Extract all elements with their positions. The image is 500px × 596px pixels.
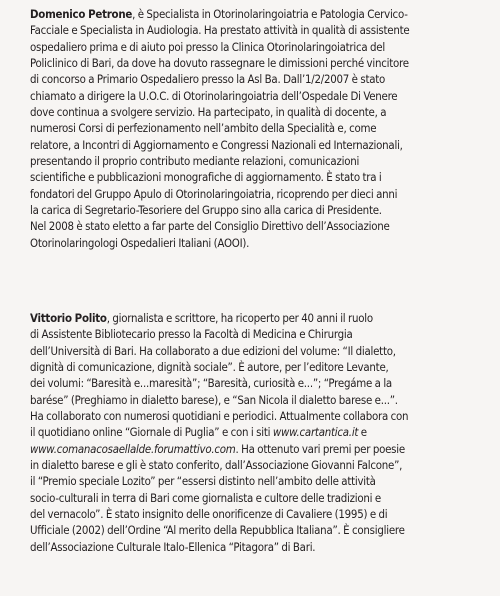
body-text: Facciale e Specialista in Audiologia. Ha prestato attività in qualità di assistente bbox=[30, 23, 410, 38]
body-text: in dialetto barese e gli è stato conferito, dall’Associazione Giovanni Falcone”, bbox=[30, 458, 403, 473]
body-text: ospedaliero prima e di aiuto poi presso la Clinica Otorinolaringoiatrica del bbox=[30, 39, 385, 54]
body-text: di Assistente Bibliotecario presso la Facoltà di Medicina e Chirurgia bbox=[30, 327, 353, 342]
text-line bbox=[30, 6, 492, 22]
text-line bbox=[30, 473, 492, 489]
body-text: dei volumi: “Baresità e...maresità”; “Baresità, curiosità e...”; “Pregáme a la bbox=[30, 376, 392, 391]
body-text: dignità di comunicazione, dignità sociale”. È autore, per l’editore Levante, bbox=[30, 360, 389, 375]
website-text: www.comanacosaellalde.forumattivo.com bbox=[30, 441, 236, 456]
text-line bbox=[30, 359, 492, 375]
text-line bbox=[30, 120, 492, 136]
body-text: scientifiche e pubblicazioni monografiche di aggiornamento. È stato tra i bbox=[30, 170, 382, 185]
text-line bbox=[30, 441, 492, 457]
text-line bbox=[30, 153, 492, 169]
text-line bbox=[30, 457, 492, 473]
body-text: fondatori del Gruppo Apulo di Otorinolaringoiatria, ricoprendo per dieci anni bbox=[30, 186, 398, 201]
body-text: Policlinico di Bari, da dove ha dovuto rassegnare le dimissioni perché vincitore bbox=[30, 56, 409, 71]
text-line bbox=[30, 55, 492, 71]
body-text: numerosi Corsi di perfezionamento nell’ambito della Specialità e, come bbox=[30, 121, 377, 136]
text-line bbox=[30, 539, 492, 555]
body-text: e bbox=[358, 425, 367, 440]
text-line bbox=[30, 169, 492, 185]
text-line bbox=[30, 375, 492, 391]
body-text: dell’Associazione Culturale Italo-Ellenica “Pitagora” di Bari. bbox=[30, 539, 316, 554]
body-text: chiamato a dirigere la U.O.C. di Otorinolaringoiatria dell’Ospedale Di Venere bbox=[30, 88, 398, 103]
text-line bbox=[30, 137, 492, 153]
text-line bbox=[30, 202, 492, 218]
body-text: , giornalista e scrittore, ha ricoperto per 40 anni il ruolo bbox=[106, 311, 373, 325]
body-text: Ha collaborato con numerosi quotidiani e periodici. Attualmente collabora con bbox=[30, 409, 409, 424]
person-name: Vittorio Polito bbox=[30, 311, 107, 325]
body-text: dove continua a svolgere servizio. Ha partecipato, in qualità di docente, a bbox=[30, 105, 387, 120]
body-text: il “Premio speciale Lozito” per “essersi distinto nell’ambito delle attività bbox=[30, 474, 376, 489]
text-line bbox=[30, 88, 492, 104]
body-text: relatore, a Incontri di Aggiornamento e Congressi Nazionali ed Internazionali, bbox=[30, 137, 403, 152]
body-text: il quotidiano online “Giornale di Puglia” e con i siti bbox=[30, 425, 273, 440]
body-text: , è Specialista in Otorinolaringoiatria e Patologia Cervico- bbox=[132, 7, 408, 21]
body-text: dell’Università di Bari. Ha collaborato a due edizioni del volume: “Il dialetto, bbox=[30, 343, 396, 358]
body-text: del vernacolo”. È stato insignito delle onorificenze di Cavaliere (1995) e di bbox=[30, 507, 388, 522]
body-text: barése” (Preghiamo in dialetto barese), e “San Nicola il dialetto barese e...”. bbox=[30, 392, 398, 407]
text-line bbox=[30, 186, 492, 202]
body-text: socio-culturali in terra di Bari come giornalista e cultore delle tradizioni e bbox=[30, 490, 381, 505]
text-line bbox=[30, 424, 492, 440]
text-line bbox=[30, 235, 492, 251]
text-line bbox=[30, 310, 492, 326]
body-text: . Ha ottenuto vari premi per poesie bbox=[235, 441, 405, 456]
body-text: Otorinolaringologi Ospedalieri Italiani (AOOI). bbox=[30, 235, 250, 250]
text-line bbox=[30, 326, 492, 342]
text-line bbox=[30, 71, 492, 87]
text-line bbox=[30, 104, 492, 120]
text-line bbox=[30, 522, 492, 538]
website-text: www.cartantica.it bbox=[272, 425, 359, 440]
person-name: Domenico Petrone bbox=[30, 7, 133, 21]
text-line bbox=[30, 39, 492, 55]
text-line bbox=[30, 343, 492, 359]
text-line bbox=[30, 22, 492, 38]
bio-vittorio-polito bbox=[30, 310, 500, 555]
body-text: di concorso a Primario Ospedaliero presso la Asl Ba. Dall’1/2/2007 è stato bbox=[30, 72, 386, 87]
text-line bbox=[30, 506, 492, 522]
text-line bbox=[30, 490, 492, 506]
bio-domenico-petrone bbox=[30, 6, 500, 251]
body-text: presentando il proprio contributo mediante relazioni, comunicazioni bbox=[30, 154, 360, 169]
text-line bbox=[30, 218, 492, 234]
body-text: Nel 2008 è stato eletto a far parte del Consiglio Direttivo dell’Associazione bbox=[30, 219, 390, 234]
body-text: Ufficiale (2002) dell’Ordine “Al merito della Repubblica Italiana”. È consigliere bbox=[30, 523, 405, 538]
text-line bbox=[30, 392, 492, 408]
body-text: la carica di Segretario-Tesoriere del Gruppo sino alla carica di Presidente. bbox=[30, 203, 382, 218]
text-line bbox=[30, 408, 492, 424]
